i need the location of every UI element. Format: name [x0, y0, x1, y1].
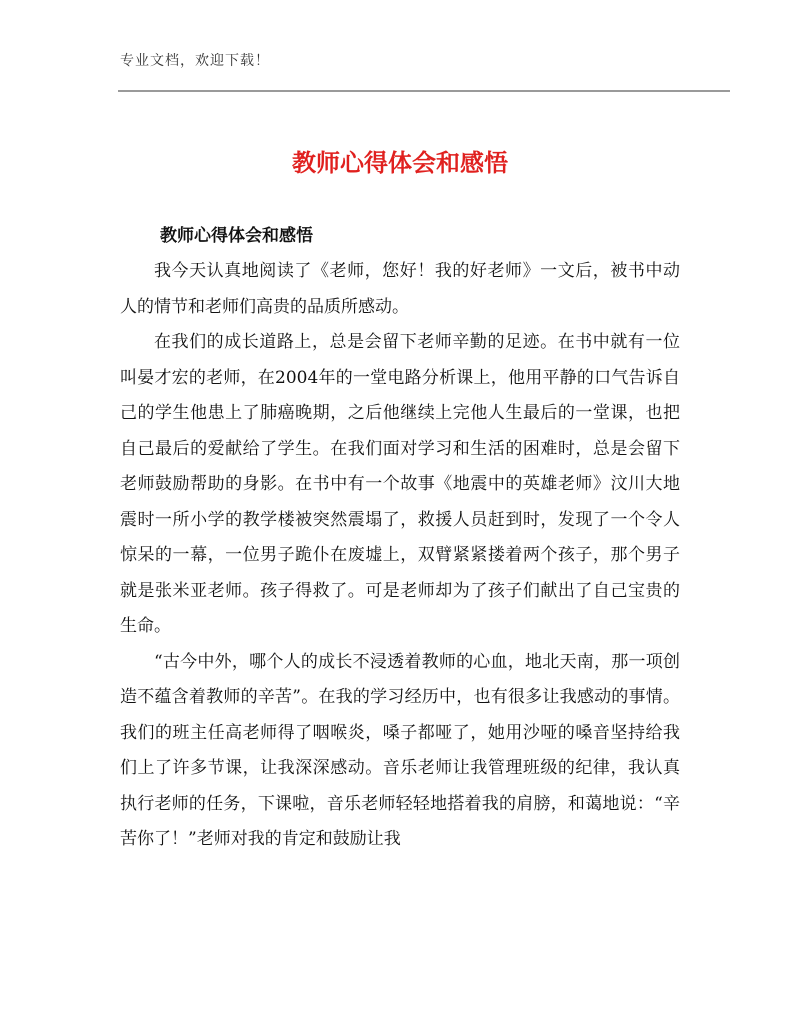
document-title: 教师心得体会和感悟	[292, 149, 508, 177]
paragraph: 我今天认真地阅读了《老师，您好！我的好老师》一文后，被书中动人的情节和老师们高贵的品质所感动。	[120, 261, 680, 317]
document-body	[120, 254, 680, 858]
document-subtitle: 教师心得体会和感悟	[160, 226, 313, 246]
header-divider	[118, 90, 730, 92]
paragraph: “古今中外，哪个人的成长不浸透着教师的心血，地北天南，那一项创造不蕴含着教师的辛苦”。在我的学习经历中，也有很多让我感动的事情。我们的班主任高老师得了咽喉炎，嗓子都哑了，她用沙哑的嗓音坚持给我们上了许多节课，让我深深感动。音乐老师让我管理班级的纪律，我认真执行老师的任务，下课啦，音乐老师轻轻地搭着我的肩膀，和蔼地说：“辛苦你了！”老师对我的肯定和鼓励让我	[120, 651, 680, 849]
header-note: 专业文档，欢迎下载！	[120, 53, 270, 69]
paragraph: 在我们的成长道路上，总是会留下老师辛勤的足迹。在书中就有一位叫晏才宏的老师，在2004年的一堂电路分析课上，他用平静的口气告诉自己的学生他患上了肺癌晚期，之后他继续上完他人生最后的一堂课，也把自己最后的爱献给了学生。在我们面对学习和生活的困难时，总是会留下老师鼓励帮助的身影。在书中有一个故事《地震中的英雄老师》汶川大地震时一所小学的教学楼被突然震塌了，救援人员赶到时，发现了一个令人惊呆的一幕，一位男子跪仆在废墟上，双臂紧紧搂着两个孩子，那个男子就是张米亚老师。孩子得救了。可是老师却为了孩子们献出了自己宝贵的生命。	[120, 332, 680, 636]
